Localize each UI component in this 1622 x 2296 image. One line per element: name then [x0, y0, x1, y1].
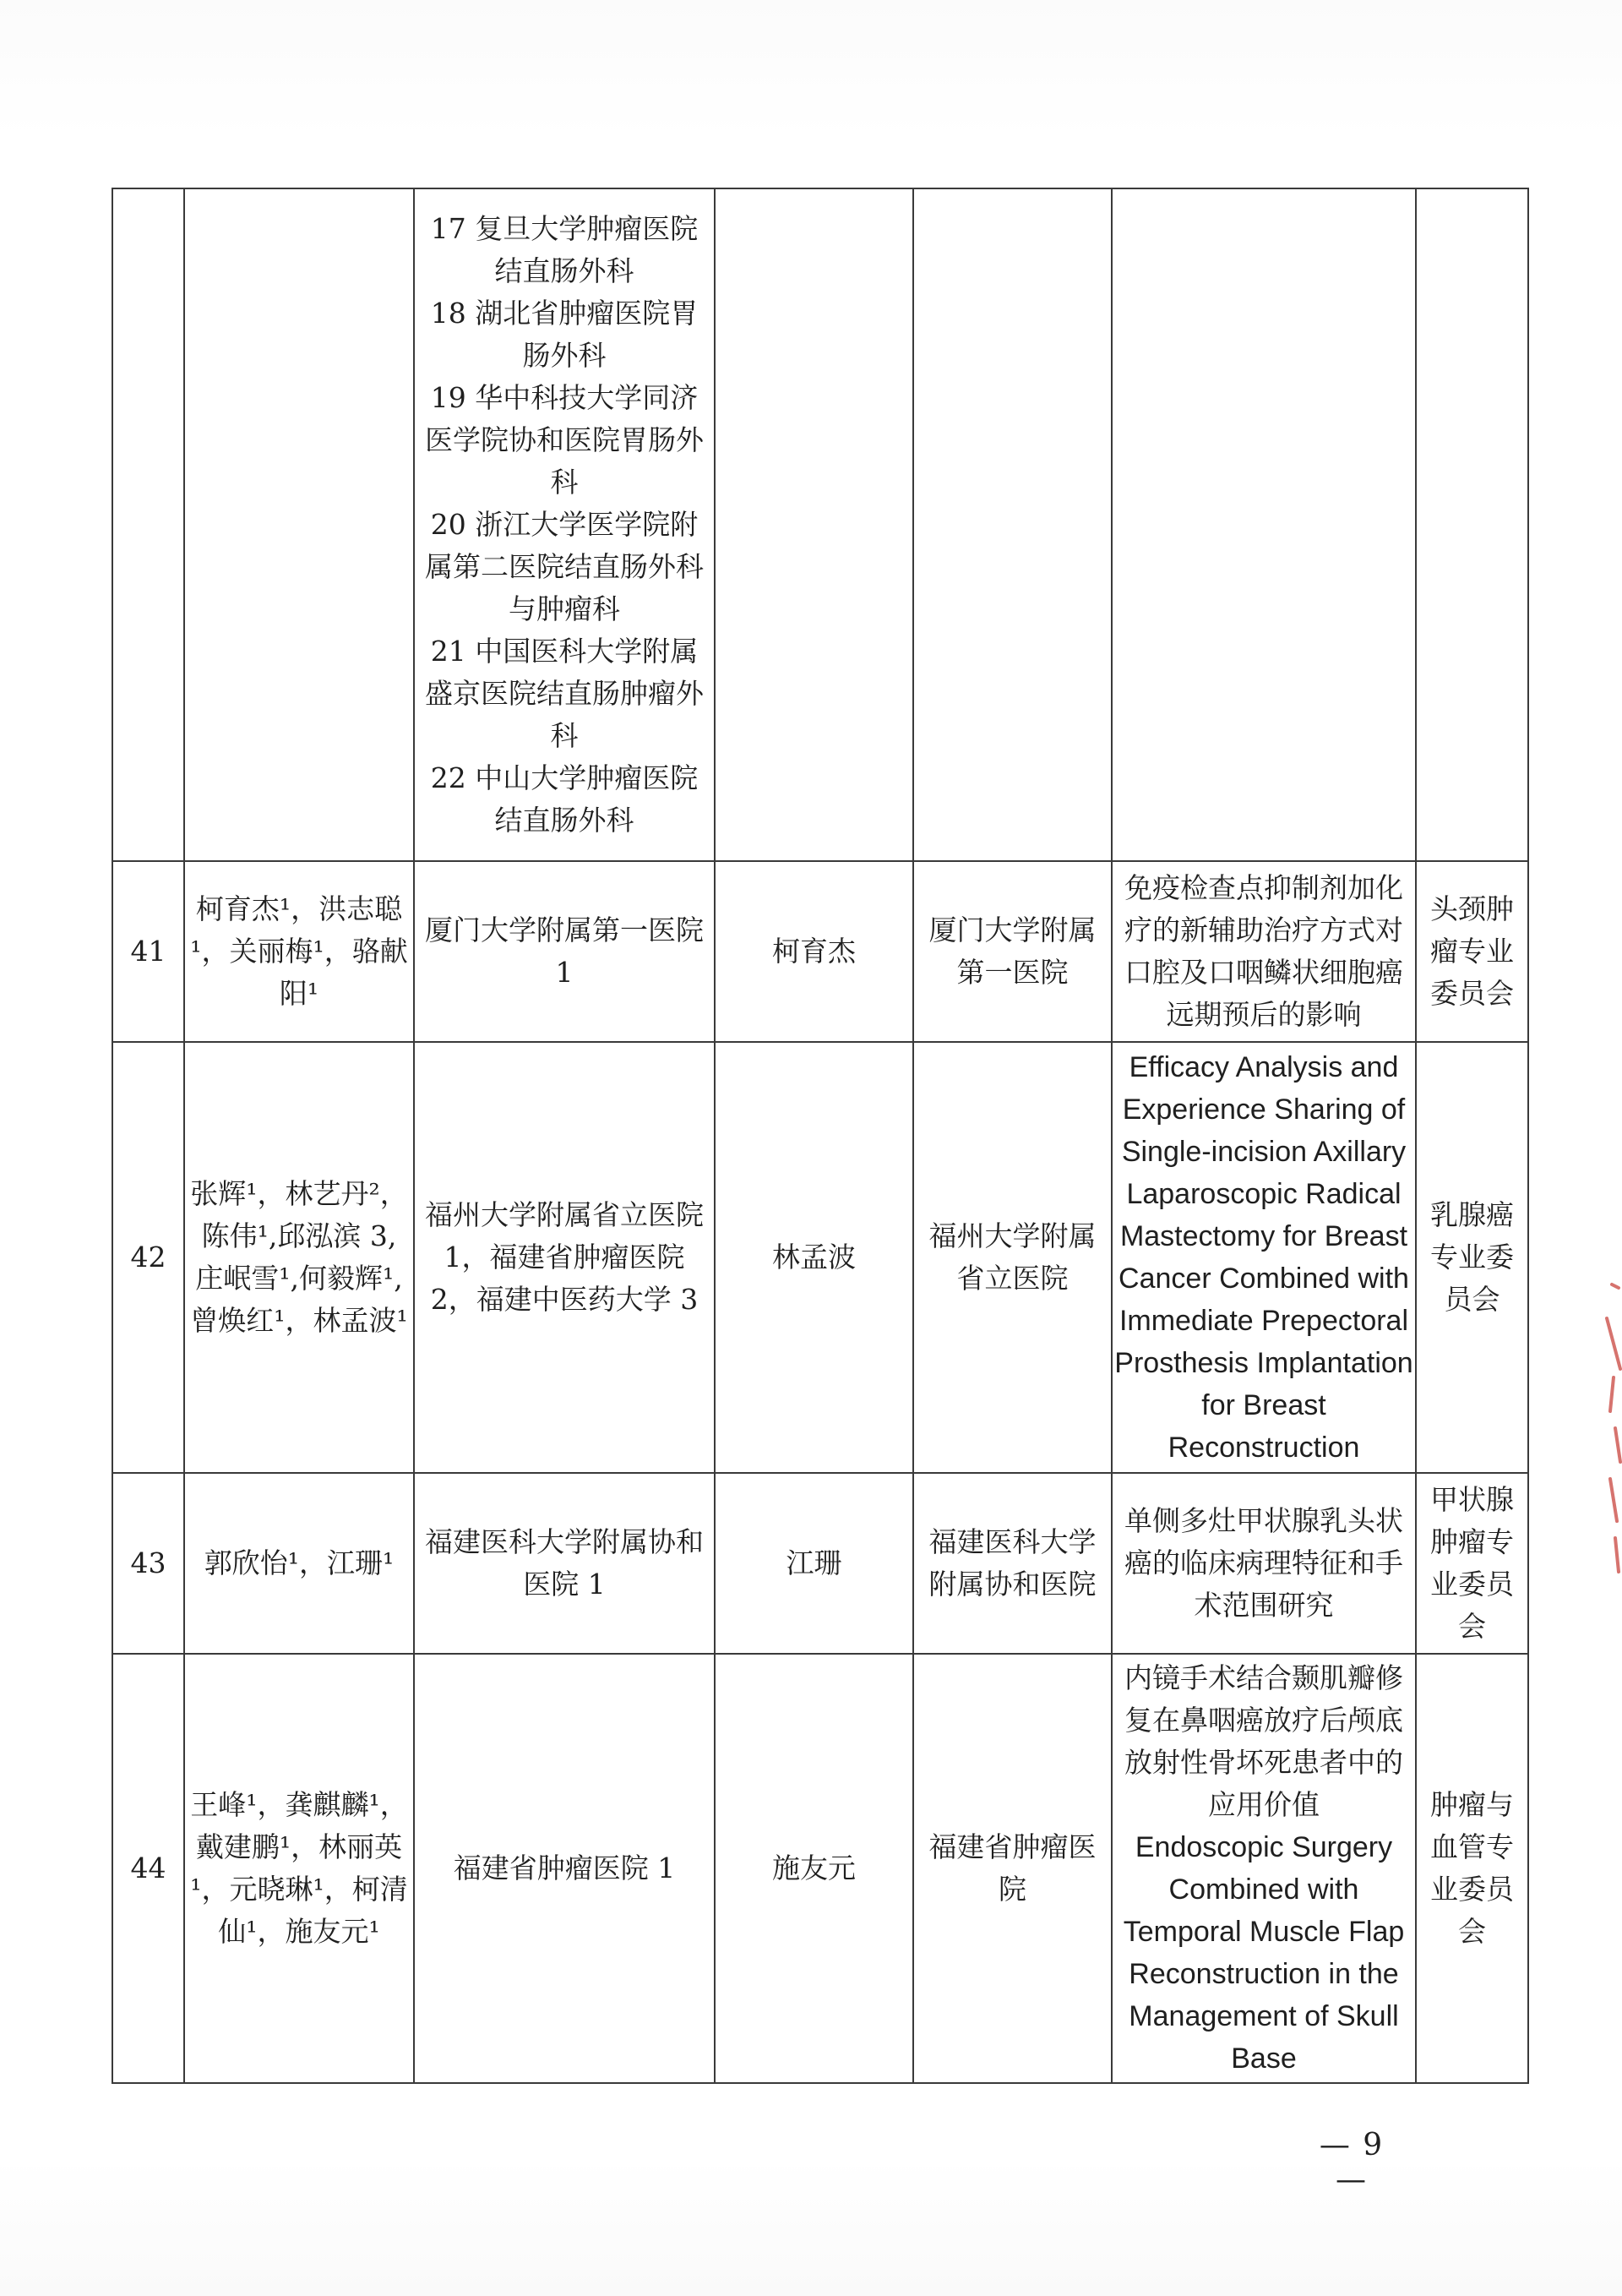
cell-presenter	[715, 188, 913, 861]
unit-line: 18 湖北省肿瘤医院胃肠外科	[430, 297, 699, 372]
cell-presenter-unit: 福建医科大学附属协和医院	[913, 1473, 1112, 1654]
table-row	[112, 1473, 1528, 1654]
cell-committee: 甲状腺肿瘤专业委员会	[1416, 1473, 1528, 1654]
unit-line: 19 华中科技大学同济医学院协和医院胃肠外科	[425, 381, 704, 499]
cell-authors: 王峰¹，龚麒麟¹，戴建鹏¹，林丽英¹，元晓琳¹，柯清仙¹，施友元¹	[184, 1654, 414, 2083]
cell-title	[1112, 188, 1416, 861]
cell-committee: 头颈肿瘤专业委员会	[1416, 861, 1528, 1042]
seal-stamp-edge	[1595, 1268, 1622, 1589]
cell-presenter-unit: 厦门大学附属第一医院	[913, 861, 1112, 1042]
cell-units: 福建医科大学附属协和医院 1	[414, 1473, 715, 1654]
cell-title	[1112, 1654, 1416, 2083]
cell-title: 单侧多灶甲状腺乳头状癌的临床病理特征和手术范围研究	[1112, 1473, 1416, 1654]
table-row	[112, 1654, 1528, 2083]
cell-presenter-unit: 福州大学附属省立医院	[913, 1042, 1112, 1473]
cell-title: 免疫检查点抑制剂加化疗的新辅助治疗方式对口腔及口咽鳞状细胞癌远期预后的影响	[1112, 861, 1416, 1042]
cell-presenter: 柯育杰	[715, 861, 913, 1042]
cell-presenter-unit: 福建省肿瘤医院	[913, 1654, 1112, 2083]
cell-presenter-unit	[913, 188, 1112, 861]
cell-presenter: 江珊	[715, 1473, 913, 1654]
cell-presenter: 施友元	[715, 1654, 913, 2083]
table-row	[112, 1042, 1528, 1473]
cell-units: 厦门大学附属第一医院 1	[414, 861, 715, 1042]
cell-committee: 乳腺癌专业委员会	[1416, 1042, 1528, 1473]
cell-authors: 郭欣怡¹，江珊¹	[184, 1473, 414, 1654]
unit-line: 20 浙江大学医学院附属第二医院结直肠外科与肿瘤科	[425, 508, 704, 625]
cell-authors: 张辉¹，林艺丹²，陈伟¹,邱泓滨 3,庄岷雪¹,何毅辉¹,曾焕红¹，林孟波¹	[184, 1042, 414, 1473]
table-row-continued	[112, 188, 1528, 861]
cell-no: 44	[112, 1654, 184, 2083]
cell-committee: 肿瘤与血管专业委员会	[1416, 1654, 1528, 2083]
cell-authors	[184, 188, 414, 861]
cell-units	[414, 188, 715, 861]
cell-no	[112, 188, 184, 861]
page-number: — 9 —	[1319, 2128, 1385, 2197]
title-cn: 内镜手术结合颞肌瓣修复在鼻咽癌放疗后颅底放射性骨坏死患者中的应用价值	[1124, 1661, 1403, 1821]
table-row	[112, 861, 1528, 1042]
cell-title: Efficacy Analysis and Experience Sharing of Single-incision Axillary Laparoscopic Radical Mastectomy for Breast Cancer Combined with Immediate Prepectoral Prosthesis Implantation for Breast Reconstruction	[1112, 1042, 1416, 1473]
cell-authors: 柯育杰¹，洪志聪¹，关丽梅¹，骆献阳¹	[184, 861, 414, 1042]
unit-line: 21 中国医科大学附属盛京医院结直肠肿瘤外科	[425, 635, 704, 752]
cell-committee	[1416, 188, 1528, 861]
cell-no: 42	[112, 1042, 184, 1473]
unit-line: 22 中山大学肿瘤医院结直肠外科	[430, 761, 699, 837]
cell-no: 43	[112, 1473, 184, 1654]
cell-no: 41	[112, 861, 184, 1042]
unit-line: 17 复旦大学肿瘤医院结直肠外科	[430, 212, 699, 287]
abstract-table	[112, 188, 1529, 2084]
cell-units: 福州大学附属省立医院 1，福建省肿瘤医院 2，福建中医药大学 3	[414, 1042, 715, 1473]
cell-units: 福建省肿瘤医院 1	[414, 1654, 715, 2083]
cell-presenter: 林孟波	[715, 1042, 913, 1473]
title-en: Endoscopic Surgery Combined with Temporal Muscle Flap Reconstruction in the Management of Skull Base	[1123, 1831, 1405, 2075]
